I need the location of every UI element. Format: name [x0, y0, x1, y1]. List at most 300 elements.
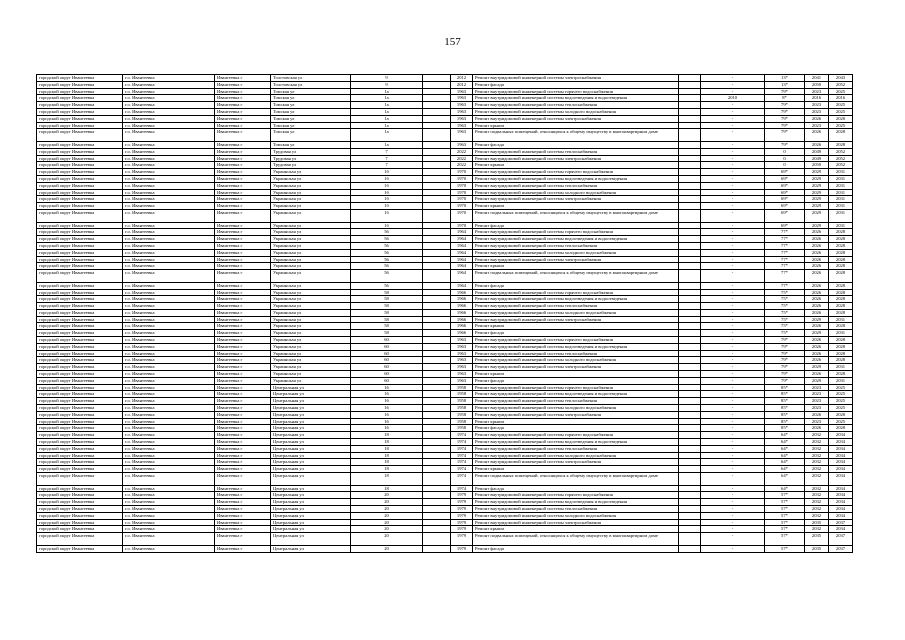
- cell-plan_from: 2016: [805, 95, 829, 102]
- cell-district: городской округ Ивантеевка: [37, 263, 123, 270]
- cell-building: [423, 256, 451, 263]
- cell-dash: -: [701, 309, 765, 316]
- cell-work: Ремонт внутридомовой инженерной системы горячего водоснабжения: [473, 432, 679, 439]
- cell-year: 1958: [451, 425, 473, 432]
- cell-work: Ремонт внутридомовой инженерной системы теплоснабжения: [473, 148, 679, 155]
- cell-building: [423, 222, 451, 229]
- cell-settlement: г.о. Ивантеевка: [123, 323, 215, 330]
- cell-settlement: г.о. Ивантеевка: [123, 169, 215, 176]
- cell-dash: -: [701, 129, 765, 142]
- cell-year: 1979: [451, 506, 473, 513]
- cell-year: 1979: [451, 492, 473, 499]
- cell-wear: 79*: [765, 88, 805, 95]
- cell-dash: -: [701, 337, 765, 344]
- cell-house: 56: [351, 270, 423, 283]
- cell-wear: 8*: [765, 95, 805, 102]
- cell-locality: Ивантеевка г: [215, 545, 271, 552]
- cell-locality: Ивантеевка г: [215, 411, 271, 418]
- cell-street: Центральная ул: [271, 526, 351, 533]
- cell-plan_from: 2026: [805, 249, 829, 256]
- cell-plan_from: 2026: [805, 343, 829, 350]
- cell-last_repair: [679, 343, 701, 350]
- cell-settlement: г.о. Ивантеевка: [123, 182, 215, 189]
- cell-plan_to: 2028: [829, 343, 853, 350]
- cell-work: Ремонт фасада: [473, 425, 679, 432]
- cell-street: Трудовая ул: [271, 148, 351, 155]
- cell-work: Ремонт внутридомовой инженерной системы холодного водоснабжения: [473, 405, 679, 412]
- cell-wear: 79*: [765, 377, 805, 384]
- cell-house: 1а: [351, 122, 423, 129]
- cell-last_repair: [679, 439, 701, 446]
- cell-plan_to: 2028: [829, 357, 853, 364]
- cell-district: городской округ Ивантеевка: [37, 492, 123, 499]
- cell-wear: 57*: [765, 533, 805, 546]
- cell-district: городской округ Ивантеевка: [37, 411, 123, 418]
- cell-year: 1964: [451, 263, 473, 270]
- cell-district: городской округ Ивантеевка: [37, 289, 123, 296]
- cell-dash: -: [701, 270, 765, 283]
- cell-wear: 75*: [765, 289, 805, 296]
- cell-building: [423, 533, 451, 546]
- cell-plan_from: 2032: [805, 452, 829, 459]
- cell-building: [423, 249, 451, 256]
- cell-work: Ремонт внутридомовой инженерной системы теплоснабжения: [473, 398, 679, 405]
- cell-building: [423, 270, 451, 283]
- cell-plan_from: 2032: [805, 473, 829, 486]
- table-row: [37, 506, 853, 513]
- cell-district: городской округ Ивантеевка: [37, 141, 123, 148]
- cell-dash: -: [701, 364, 765, 371]
- cell-locality: Ивантеевка г: [215, 377, 271, 384]
- cell-house: 1а: [351, 141, 423, 148]
- cell-street: Украинская ул: [271, 371, 351, 378]
- cell-year: 1979: [451, 526, 473, 533]
- cell-last_repair: [679, 108, 701, 115]
- cell-house: 16: [351, 405, 423, 412]
- cell-plan_from: 2023: [805, 102, 829, 109]
- cell-wear: 79*: [765, 122, 805, 129]
- cell-building: [423, 115, 451, 122]
- cell-house: 20: [351, 506, 423, 513]
- cell-district: городской округ Ивантеевка: [37, 229, 123, 236]
- cell-street: Центральная ул: [271, 459, 351, 466]
- cell-district: городской округ Ивантеевка: [37, 377, 123, 384]
- cell-work: Ремонт фасада: [473, 282, 679, 289]
- cell-street: Томская ул: [271, 108, 351, 115]
- cell-last_repair: [679, 545, 701, 552]
- cell-house: 18: [351, 452, 423, 459]
- cell-street: Центральная ул: [271, 466, 351, 473]
- page-number: 157: [444, 36, 461, 48]
- cell-street: Центральная ул: [271, 506, 351, 513]
- table-row: [37, 102, 853, 109]
- cell-last_repair: [679, 473, 701, 486]
- cell-locality: Ивантеевка г: [215, 466, 271, 473]
- table-row: [37, 289, 853, 296]
- cell-building: [423, 377, 451, 384]
- cell-street: Центральная ул: [271, 418, 351, 425]
- cell-wear: 79*: [765, 129, 805, 142]
- cell-plan_to: 2031: [829, 189, 853, 196]
- cell-work: Ремонт внутридомовой инженерной системы теплоснабжения: [473, 102, 679, 109]
- cell-work: Ремонт фасада: [473, 330, 679, 337]
- cell-locality: Ивантеевка г: [215, 418, 271, 425]
- cell-year: 1963: [451, 95, 473, 102]
- cell-district: городской округ Ивантеевка: [37, 473, 123, 486]
- cell-locality: Ивантеевка г: [215, 108, 271, 115]
- cell-settlement: г.о. Ивантеевка: [123, 459, 215, 466]
- table-row: [37, 256, 853, 263]
- cell-year: 1966: [451, 323, 473, 330]
- cell-last_repair: [679, 377, 701, 384]
- table-row: [37, 309, 853, 316]
- cell-settlement: г.о. Ивантеевка: [123, 196, 215, 203]
- cell-dash: -: [701, 289, 765, 296]
- cell-plan_from: 2026: [805, 129, 829, 142]
- cell-work: Ремонт внутридомовой инженерной системы горячего водоснабжения: [473, 88, 679, 95]
- cell-dash: -: [701, 148, 765, 155]
- cell-locality: Ивантеевка г: [215, 445, 271, 452]
- cell-wear: 77*: [765, 270, 805, 283]
- cell-wear: 0: [765, 155, 805, 162]
- cell-work: Ремонт внутридомовой инженерной системы электроснабжения: [473, 519, 679, 526]
- cell-plan_to: 2025: [829, 122, 853, 129]
- cell-work: Ремонт внутридомовой инженерной системы электроснабжения: [473, 256, 679, 263]
- cell-district: городской округ Ивантеевка: [37, 108, 123, 115]
- cell-settlement: г.о. Ивантеевка: [123, 439, 215, 446]
- cell-dash: -: [701, 316, 765, 323]
- cell-last_repair: [679, 249, 701, 256]
- cell-dash: -: [701, 162, 765, 169]
- cell-settlement: г.о. Ивантеевка: [123, 337, 215, 344]
- cell-plan_from: 2032: [805, 466, 829, 473]
- cell-building: [423, 350, 451, 357]
- cell-district: городской округ Ивантеевка: [37, 309, 123, 316]
- cell-settlement: г.о. Ивантеевка: [123, 316, 215, 323]
- cell-building: [423, 189, 451, 196]
- cell-work: Ремонт внутридомовой инженерной системы холодного водоснабжения: [473, 108, 679, 115]
- cell-year: 1963: [451, 122, 473, 129]
- table-row: [37, 343, 853, 350]
- cell-settlement: г.о. Ивантеевка: [123, 95, 215, 102]
- table-row: [37, 526, 853, 533]
- cell-house: 56: [351, 256, 423, 263]
- cell-house: 18: [351, 439, 423, 446]
- cell-wear: 79*: [765, 364, 805, 371]
- cell-plan_from: 2026: [805, 350, 829, 357]
- cell-locality: Ивантеевка г: [215, 337, 271, 344]
- cell-street: Украинская ул: [271, 242, 351, 249]
- cell-locality: Ивантеевка г: [215, 88, 271, 95]
- cell-house: 16: [351, 418, 423, 425]
- cell-year: 1958: [451, 418, 473, 425]
- cell-plan_from: 2026: [805, 323, 829, 330]
- cell-street: Украинская ул: [271, 364, 351, 371]
- cell-dash: -: [701, 155, 765, 162]
- cell-plan_to: 2028: [829, 115, 853, 122]
- cell-street: Украинская ул: [271, 323, 351, 330]
- cell-house: 20: [351, 533, 423, 546]
- cell-year: 1963: [451, 350, 473, 357]
- cell-building: [423, 209, 451, 222]
- cell-house: 56: [351, 242, 423, 249]
- cell-year: 1963: [451, 129, 473, 142]
- cell-locality: Ивантеевка г: [215, 398, 271, 405]
- table-row: [37, 492, 853, 499]
- cell-district: городской округ Ивантеевка: [37, 371, 123, 378]
- cell-building: [423, 526, 451, 533]
- cell-year: 1970: [451, 189, 473, 196]
- cell-plan_from: 2032: [805, 512, 829, 519]
- cell-wear: 57*: [765, 526, 805, 533]
- cell-plan_to: 2028: [829, 263, 853, 270]
- cell-settlement: г.о. Ивантеевка: [123, 141, 215, 148]
- cell-settlement: г.о. Ивантеевка: [123, 309, 215, 316]
- cell-district: городской округ Ивантеевка: [37, 519, 123, 526]
- cell-work: Ремонт фасада: [473, 141, 679, 148]
- cell-plan_to: 2028: [829, 270, 853, 283]
- cell-district: городской округ Ивантеевка: [37, 209, 123, 222]
- cell-house: 20: [351, 499, 423, 506]
- cell-year: 1964: [451, 256, 473, 263]
- cell-district: городской округ Ивантеевка: [37, 330, 123, 337]
- cell-wear: 79*: [765, 115, 805, 122]
- cell-settlement: г.о. Ивантеевка: [123, 75, 215, 82]
- cell-settlement: г.о. Ивантеевка: [123, 249, 215, 256]
- cell-dash: -: [701, 282, 765, 289]
- cell-settlement: г.о. Ивантеевка: [123, 148, 215, 155]
- cell-year: 1963: [451, 371, 473, 378]
- cell-building: [423, 330, 451, 337]
- cell-last_repair: [679, 102, 701, 109]
- cell-building: [423, 492, 451, 499]
- cell-dash: -: [701, 108, 765, 115]
- cell-house: 20: [351, 492, 423, 499]
- cell-building: [423, 148, 451, 155]
- cell-plan_from: 2023: [805, 405, 829, 412]
- cell-plan_from: 2029: [805, 169, 829, 176]
- cell-wear: 75*: [765, 316, 805, 323]
- cell-plan_from: 2041: [805, 75, 829, 82]
- cell-plan_to: 2052: [829, 148, 853, 155]
- cell-wear: 75*: [765, 303, 805, 310]
- cell-house: 60: [351, 371, 423, 378]
- cell-building: [423, 445, 451, 452]
- cell-work: Ремонт фасада: [473, 222, 679, 229]
- cell-plan_from: 2029: [805, 316, 829, 323]
- cell-district: городской округ Ивантеевка: [37, 418, 123, 425]
- cell-locality: Ивантеевка г: [215, 249, 271, 256]
- cell-plan_from: 2032: [805, 485, 829, 492]
- cell-work: Ремонт внутридомовой инженерной системы горячего водоснабжения: [473, 229, 679, 236]
- cell-district: городской округ Ивантеевка: [37, 499, 123, 506]
- cell-house: 1а: [351, 95, 423, 102]
- cell-building: [423, 155, 451, 162]
- cell-dash: -: [701, 350, 765, 357]
- cell-dash: -: [701, 384, 765, 391]
- cell-plan_to: 2031: [829, 364, 853, 371]
- cell-building: [423, 175, 451, 182]
- table-row: [37, 169, 853, 176]
- cell-locality: Ивантеевка г: [215, 196, 271, 203]
- cell-district: городской округ Ивантеевка: [37, 337, 123, 344]
- cell-dash: -: [701, 242, 765, 249]
- cell-building: [423, 459, 451, 466]
- cell-settlement: г.о. Ивантеевка: [123, 473, 215, 486]
- cell-work: Ремонт подвальных помещений, относящихся к общему имуществу в многоквартирном доме: [473, 533, 679, 546]
- cell-wear: 79*: [765, 371, 805, 378]
- cell-last_repair: [679, 81, 701, 88]
- cell-house: 1а: [351, 108, 423, 115]
- cell-dash: -: [701, 115, 765, 122]
- cell-last_repair: [679, 512, 701, 519]
- table-row: [37, 141, 853, 148]
- cell-house: 1б: [351, 182, 423, 189]
- cell-locality: Ивантеевка г: [215, 263, 271, 270]
- cell-settlement: г.о. Ивантеевка: [123, 492, 215, 499]
- cell-locality: Ивантеевка г: [215, 519, 271, 526]
- cell-work: Ремонт внутридомовой инженерной системы горячего водоснабжения: [473, 337, 679, 344]
- cell-last_repair: [679, 445, 701, 452]
- table-row: [37, 377, 853, 384]
- cell-wear: 77*: [765, 236, 805, 243]
- cell-plan_from: 2029: [805, 203, 829, 210]
- cell-last_repair: [679, 229, 701, 236]
- table-row: [37, 209, 853, 222]
- cell-locality: Ивантеевка г: [215, 323, 271, 330]
- cell-street: Центральная ул: [271, 473, 351, 486]
- table-row: [37, 282, 853, 289]
- cell-plan_to: 2028: [829, 303, 853, 310]
- cell-house: 1б: [351, 169, 423, 176]
- cell-wear: 69*: [765, 169, 805, 176]
- cell-locality: Ивантеевка г: [215, 95, 271, 102]
- cell-work: Ремонт внутридомовой инженерной системы водоотведения и водоотведения: [473, 95, 679, 102]
- cell-locality: Ивантеевка г: [215, 350, 271, 357]
- cell-last_repair: [679, 209, 701, 222]
- cell-work: Ремонт внутридомовой инженерной системы холодного водоснабжения: [473, 452, 679, 459]
- cell-wear: 69*: [765, 196, 805, 203]
- cell-district: городской округ Ивантеевка: [37, 384, 123, 391]
- cell-building: [423, 405, 451, 412]
- cell-plan_to: 2034: [829, 439, 853, 446]
- cell-locality: Ивантеевка г: [215, 175, 271, 182]
- cell-year: 1966: [451, 316, 473, 323]
- cell-locality: Ивантеевка г: [215, 391, 271, 398]
- cell-district: городской округ Ивантеевка: [37, 398, 123, 405]
- cell-house: 18: [351, 466, 423, 473]
- cell-district: городской округ Ивантеевка: [37, 357, 123, 364]
- cell-settlement: г.о. Ивантеевка: [123, 81, 215, 88]
- table-row: [37, 473, 853, 486]
- cell-house: 58: [351, 309, 423, 316]
- cell-settlement: г.о. Ивантеевка: [123, 162, 215, 169]
- cell-last_repair: [679, 526, 701, 533]
- cell-dash: -: [701, 357, 765, 364]
- cell-plan_to: 2037: [829, 545, 853, 552]
- cell-locality: Ивантеевка г: [215, 485, 271, 492]
- cell-plan_to: 2031: [829, 182, 853, 189]
- cell-district: городской округ Ивантеевка: [37, 391, 123, 398]
- cell-plan_to: 2034: [829, 473, 853, 486]
- cell-locality: Ивантеевка г: [215, 169, 271, 176]
- cell-work: Ремонт внутридомовой инженерной системы электроснабжения: [473, 196, 679, 203]
- cell-work: Ремонт фасада: [473, 545, 679, 552]
- cell-plan_from: 2023: [805, 391, 829, 398]
- cell-plan_to: 2034: [829, 499, 853, 506]
- cell-plan_to: 2031: [829, 377, 853, 384]
- cell-district: городской округ Ивантеевка: [37, 452, 123, 459]
- cell-locality: Ивантеевка г: [215, 115, 271, 122]
- cell-plan_from: 2026: [805, 282, 829, 289]
- cell-last_repair: [679, 492, 701, 499]
- cell-work: Ремонт внутридомовой инженерной системы теплоснабжения: [473, 350, 679, 357]
- cell-year: 1963: [451, 343, 473, 350]
- cell-year: 1970: [451, 182, 473, 189]
- cell-plan_from: 2032: [805, 506, 829, 513]
- cell-house: 56: [351, 263, 423, 270]
- cell-dash: -: [701, 330, 765, 337]
- cell-building: [423, 323, 451, 330]
- cell-plan_from: 2029: [805, 196, 829, 203]
- cell-settlement: г.о. Ивантеевка: [123, 115, 215, 122]
- cell-house: 60: [351, 350, 423, 357]
- cell-house: 1б: [351, 203, 423, 210]
- cell-last_repair: [679, 384, 701, 391]
- cell-dash: -: [701, 236, 765, 243]
- cell-dash: -: [701, 377, 765, 384]
- cell-work: Ремонт внутридомовой инженерной системы водоотведения и водоотведения: [473, 343, 679, 350]
- cell-house: 58: [351, 323, 423, 330]
- cell-district: городской округ Ивантеевка: [37, 81, 123, 88]
- cell-plan_from: 2029: [805, 377, 829, 384]
- cell-year: 1970: [451, 196, 473, 203]
- cell-year: 1963: [451, 337, 473, 344]
- cell-plan_to: 2028: [829, 323, 853, 330]
- cell-building: [423, 81, 451, 88]
- table-row: [37, 418, 853, 425]
- cell-building: [423, 452, 451, 459]
- cell-plan_from: 2029: [805, 330, 829, 337]
- cell-street: Центральная ул: [271, 512, 351, 519]
- cell-locality: Ивантеевка г: [215, 203, 271, 210]
- cell-plan_from: 2049: [805, 155, 829, 162]
- cell-year: 1963: [451, 141, 473, 148]
- cell-house: 18: [351, 445, 423, 452]
- cell-locality: Ивантеевка г: [215, 81, 271, 88]
- table-row: [37, 229, 853, 236]
- cell-year: 1974: [451, 452, 473, 459]
- cell-plan_to: 2028: [829, 256, 853, 263]
- cell-street: Толстовская ул: [271, 81, 351, 88]
- repair-schedule-table: [36, 74, 853, 553]
- table-row: [37, 512, 853, 519]
- cell-dash: -: [701, 141, 765, 148]
- cell-plan_to: 2028: [829, 282, 853, 289]
- cell-plan_to: 2037: [829, 533, 853, 546]
- cell-plan_to: 2028: [829, 296, 853, 303]
- cell-settlement: г.о. Ивантеевка: [123, 545, 215, 552]
- cell-plan_from: 2026: [805, 270, 829, 283]
- cell-locality: Ивантеевка г: [215, 129, 271, 142]
- cell-dash: -: [701, 418, 765, 425]
- cell-last_repair: [679, 398, 701, 405]
- cell-district: городской округ Ивантеевка: [37, 439, 123, 446]
- cell-district: городской округ Ивантеевка: [37, 323, 123, 330]
- table-row: [37, 270, 853, 283]
- cell-dash: -: [701, 249, 765, 256]
- cell-street: Центральная ул: [271, 398, 351, 405]
